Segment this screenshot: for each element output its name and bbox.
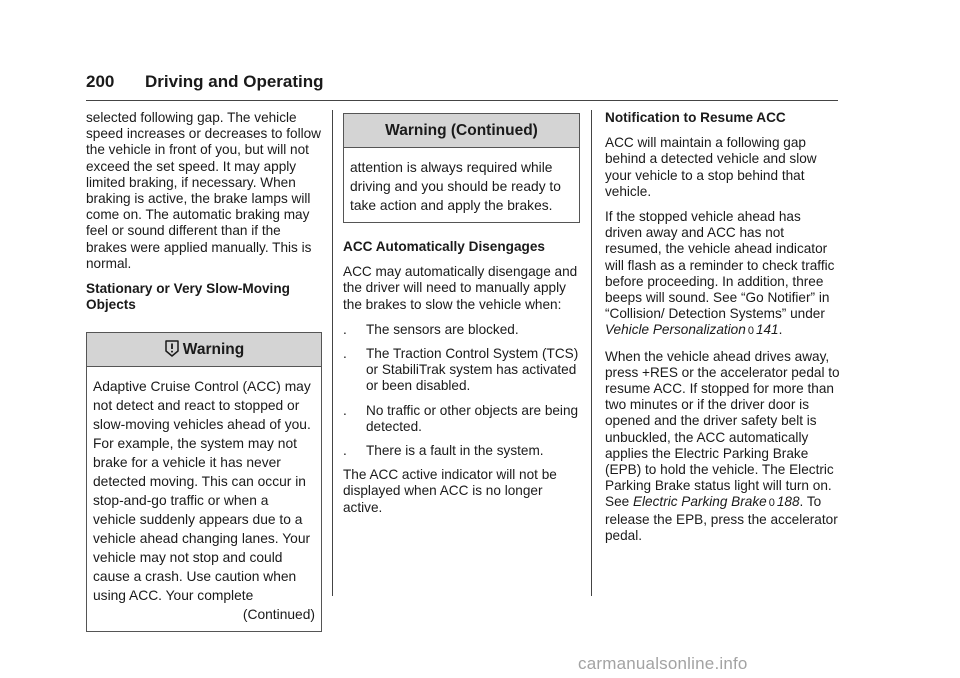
bullet-marker: . — [343, 321, 347, 337]
bullet-marker: . — [343, 346, 347, 362]
column-divider-left — [332, 110, 333, 596]
paragraph-resume: When the vehicle ahead drives away, press +RES or the accelerator pedal to resume ACC. If stopped for more than two minutes or if the driver door is opened and the driver safety belt is unbuckled, the ACC automatically applies the Electric Parking Brake (EPB) to hold the vehicle. The Electric Parking Brake status light will turn on. See Electric Parking Brake 0 188. To release the EPB, press the accelerator pedal. — [605, 348, 840, 543]
paragraph-go-notifier: If the stopped vehicle ahead has driven away and ACC has not resumed, the vehicle ahead indicator will flash as a reminder to check traffic before proceeding. In addition, three beeps will sound. See “Go Notifier” in “Collision/ Detection Systems” under Vehicle Personalization 0 141. — [605, 209, 841, 340]
warning-continued-label: (Continued) — [242, 607, 315, 623]
warning-continued-body: attention is always required while driving and you should be ready to take action and apply the brakes. — [350, 160, 561, 213]
subheading-acc-disengages: ACC Automatically Disengages — [343, 239, 545, 254]
warning-header — [87, 333, 321, 367]
link-electric-parking-brake[interactable]: Electric Parking Brake — [632, 494, 767, 510]
warning-icon — [164, 340, 180, 357]
bullet-marker: . — [343, 402, 347, 418]
page-number: 200 — [86, 72, 115, 91]
link-vehicle-personalization[interactable]: Vehicle Personalization — [605, 322, 746, 338]
list-item: . There is a fault in the system. — [343, 443, 544, 459]
page-ref-arrow-icon: 0 — [768, 497, 775, 510]
disengage-intro: ACC may automatically disengage and the driver will need to manually apply the brakes to slow the vehicle when: — [343, 264, 578, 312]
page-ref-141[interactable]: 141 — [755, 322, 779, 338]
paragraph-following-gap: ACC will maintain a following gap behind a detected vehicle and slow your vehicle to a stop behind that vehicle. — [605, 135, 817, 199]
warning-box — [86, 332, 322, 632]
page-header — [86, 70, 838, 101]
column-middle — [343, 110, 580, 525]
section-title: Driving and Operating — [145, 72, 324, 91]
column-divider-right — [591, 110, 592, 596]
warning-box-continued — [343, 113, 580, 223]
column-right — [605, 110, 841, 553]
warning-body — [87, 367, 321, 631]
warning-continued-header: Warning (Continued) — [344, 114, 579, 148]
warning-title: Warning — [182, 341, 245, 359]
column-left — [86, 110, 322, 632]
list-item: . The Traction Control System (TCS) or StabiliTrak system has activated or been disabled. — [343, 346, 579, 394]
warning-text: Adaptive Cruise Control (ACC) may not detect and react to stopped or slow-moving vehicles ahead of you. For example, the system may not brake for a vehicle it has never detected moving. This can occur in stop-and-go traffic or when a vehicle suddenly appears due to a vehicle ahead changing lanes. Your vehicle may not stop and could cause a crash. Use caution when using ACC. Your complete — [93, 379, 311, 604]
intro-paragraph: selected following gap. The vehicle speed increases or decreases to follow the vehicle in front of you, but will not exceed the set speed. It may apply limited braking, if necessary. When braking is active, the brake lamps will come on. The automatic braking may feel or sound different than if the brakes were applied manually. This is normal. — [86, 110, 321, 271]
page-ref-arrow-icon: 0 — [747, 325, 754, 338]
subheading-stationary-objects: Stationary or Very Slow-Moving Objects — [86, 281, 290, 313]
page-ref-188[interactable]: 188 — [776, 494, 800, 510]
list-item: . The sensors are blocked. — [343, 321, 519, 337]
watermark: carmanualsonline.info — [578, 654, 748, 673]
list-item: . No traffic or other objects are being detected. — [343, 402, 579, 434]
closing-paragraph: The ACC active indicator will not be displayed when ACC is no longer active. — [343, 467, 557, 515]
bullet-marker: . — [343, 443, 347, 459]
subheading-resume-acc: Notification to Resume ACC — [605, 110, 786, 125]
